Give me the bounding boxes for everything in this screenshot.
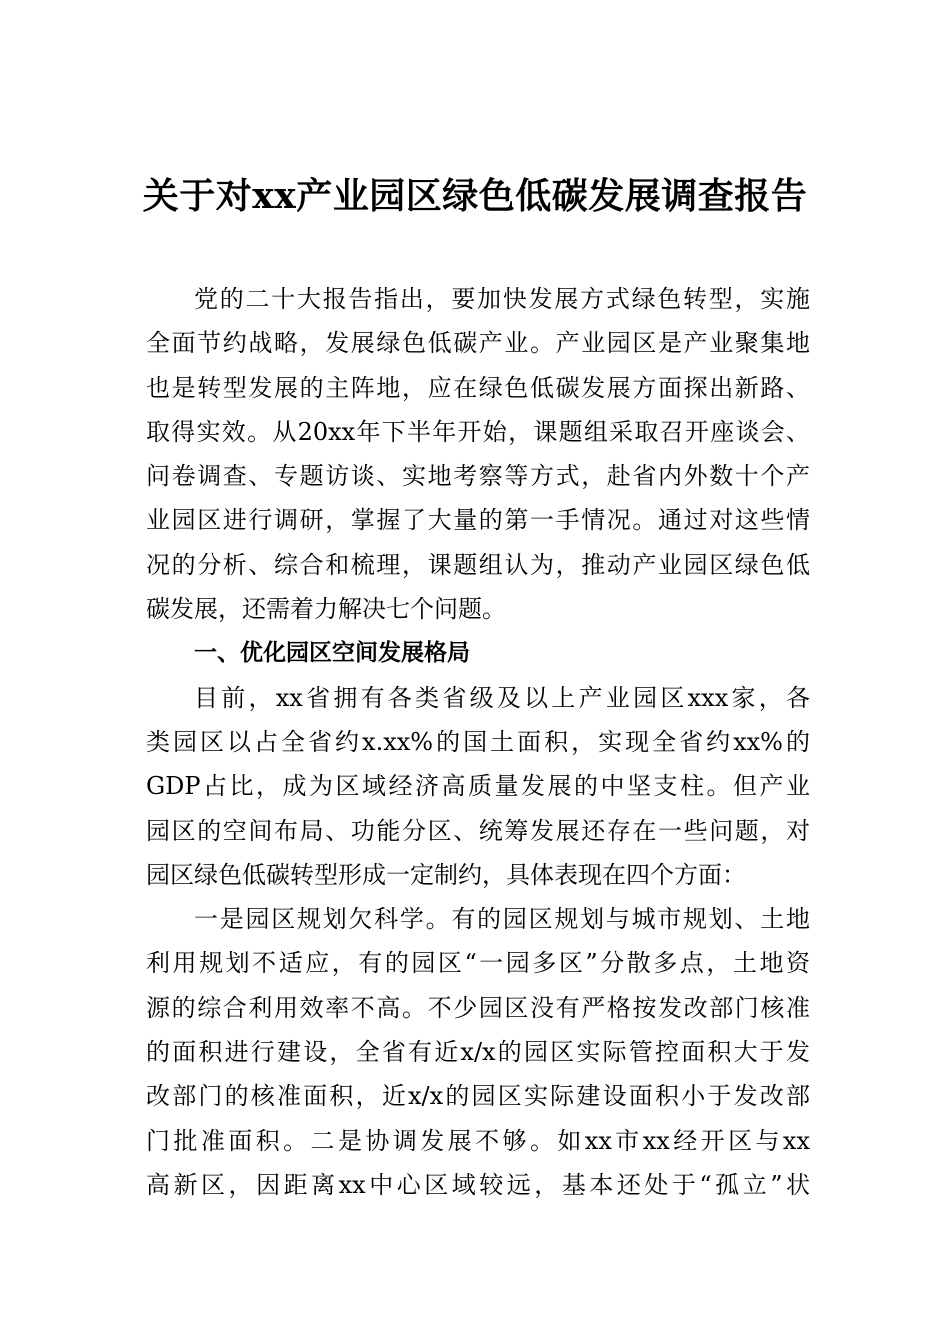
text-line: 况的分析、综合和梳理，课题组认为，推动产业园区绿色低 — [146, 550, 810, 579]
text-line: 党的二十大报告指出，要加快发展方式绿色转型，实施 — [194, 285, 810, 313]
text-line: 全面节约战略，发展绿色低碳产业。产业园区是产业聚集地 — [146, 329, 810, 358]
text-line: 目前，xx省拥有各类省级及以上产业园区xxx家，各 — [194, 683, 810, 712]
text-line: 类园区以占全省约x.xx%的国土面积，实现全省约xx%的 — [146, 727, 810, 756]
text-line: 碳发展，还需着力解决七个问题。 — [146, 595, 506, 624]
section-heading: 一、优化园区空间发展格局 — [194, 640, 470, 667]
text-line: 也是转型发展的主阵地，应在绿色低碳发展方面探出新路、 — [146, 373, 810, 402]
text-line: 取得实效。从20xx年下半年开始，课题组采取召开座谈会、 — [146, 417, 810, 446]
paragraph-overview — [146, 676, 810, 897]
text-line: 改部门的核准面积，近x/x的园区实际建设面积小于发改部 — [146, 1082, 810, 1111]
text-line: 一是园区规划欠科学。有的园区规划与城市规划、土地 — [194, 905, 810, 934]
text-line: 的面积进行建设，全省有近x/x的园区实际管控面积大于发 — [146, 1038, 810, 1067]
text-line: 高新区，因距离xx中心区域较远，基本还处于“孤立”状 — [146, 1170, 810, 1199]
text-line: 园区的空间布局、功能分区、统筹发展还存在一些问题，对 — [146, 816, 810, 845]
document-body — [146, 277, 810, 1207]
text-line: 门批准面积。二是协调发展不够。如xx市xx经开区与xx — [146, 1126, 810, 1155]
text-line: 利用规划不适应，有的园区“一园多区”分散多点，土地资 — [146, 949, 810, 978]
text-line: 问卷调查、专题访谈、实地考察等方式，赴省内外数十个产 — [146, 462, 810, 491]
paragraph-issues — [146, 897, 810, 1207]
text-line: GDP占比，成为区域经济高质量发展的中坚支柱。但产业 — [146, 772, 810, 801]
text-line: 园区绿色低碳转型形成一定制约，具体表现在四个方面： — [146, 860, 746, 889]
document-title: 关于对xx产业园区绿色低碳发展调查报告 — [142, 175, 808, 217]
text-line: 源的综合利用效率不高。不少园区没有严格按发改部门核准 — [146, 993, 810, 1022]
paragraph-intro — [146, 277, 810, 631]
text-line: 业园区进行调研，掌握了大量的第一手情况。通过对这些情 — [146, 506, 810, 535]
